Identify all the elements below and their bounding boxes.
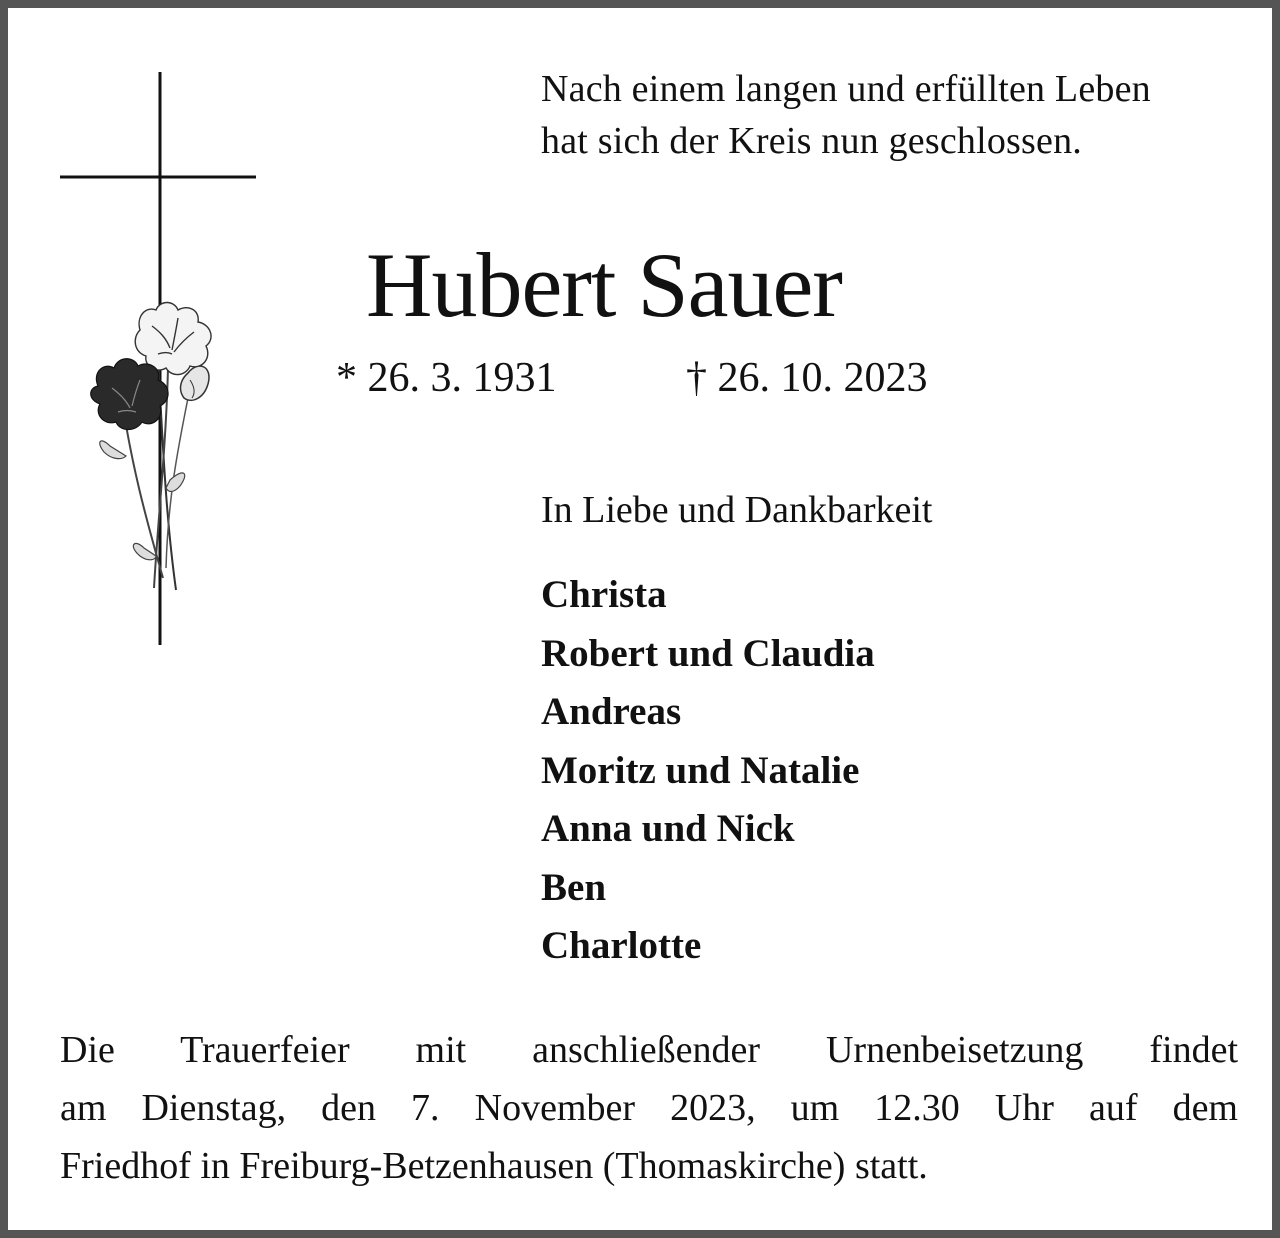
- notice-line-2: am Dienstag, den 7. November 2023, um 12.30 Uhr auf dem: [60, 1087, 1238, 1129]
- family-member: Christa: [541, 573, 667, 616]
- funeral-notice: [60, 1021, 1238, 1195]
- notice-line-1: Die Trauerfeier mit anschließender Urnenbeisetzung findet: [60, 1029, 1238, 1071]
- greeting-text: In Liebe und Dankbarkeit: [541, 489, 933, 531]
- carnation-flowers-icon: [91, 303, 211, 591]
- notice-line-3: Friedhof in Freiburg-Betzenhausen (Thomaskirche) statt.: [60, 1145, 928, 1187]
- death-date: † 26. 10. 2023: [686, 355, 928, 401]
- motto-line-1: Nach einem langen und erfüllten Leben: [541, 68, 1151, 110]
- motto-text: [541, 63, 1151, 167]
- family-member: Andreas: [541, 690, 682, 733]
- family-member: Charlotte: [541, 924, 702, 967]
- family-list: [541, 566, 875, 976]
- cross-with-flowers-icon: [48, 68, 278, 658]
- family-member: Robert und Claudia: [541, 631, 875, 675]
- family-member: Anna und Nick: [541, 807, 795, 850]
- deceased-name: Hubert Sauer: [366, 234, 842, 336]
- birth-date: * 26. 3. 1931: [336, 355, 557, 401]
- family-member: Ben: [541, 865, 607, 909]
- family-member: Moritz und Natalie: [541, 748, 860, 792]
- motto-line-2: hat sich der Kreis nun geschlossen.: [541, 120, 1082, 162]
